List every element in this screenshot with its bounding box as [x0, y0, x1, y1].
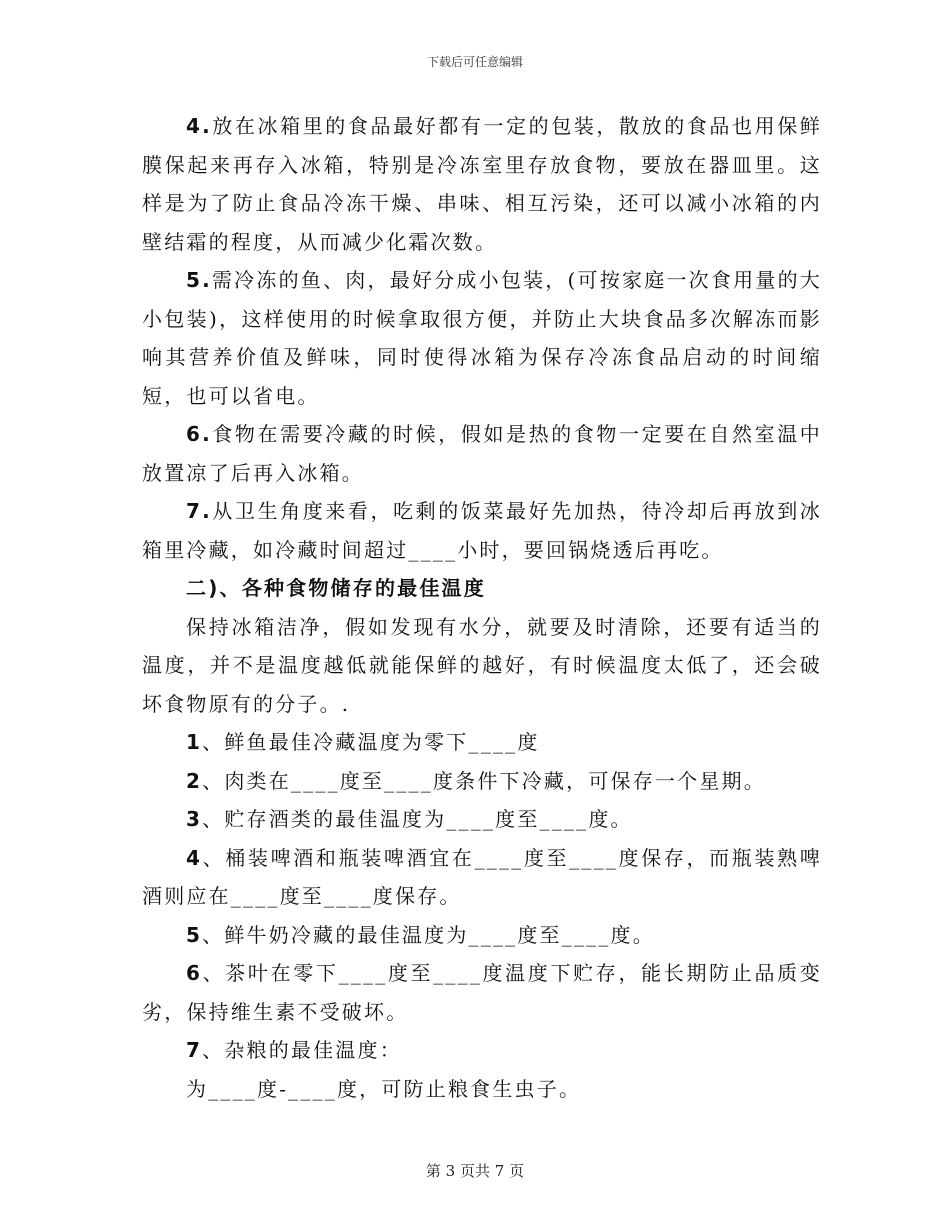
document-body — [142, 107, 822, 1108]
section-heading: 二)、各种食物储存的最佳温度 — [186, 576, 486, 600]
temp-item-4 — [142, 839, 822, 916]
page-footer: 第 3 页共 7 页 — [425, 1162, 525, 1180]
temp-text: 、鲜鱼最佳冷藏温度为零下____度 — [202, 730, 540, 754]
temp-number: 3 — [186, 807, 203, 831]
temp-text: 、茶叶在零下____度至____度温度下贮存，能长期防止品质变劣，保持维生素不受破坏。 — [142, 961, 822, 1024]
temp-text: 、杂粮的最佳温度： — [202, 1038, 402, 1062]
tip-number: 7. — [186, 499, 212, 523]
temp-text: 、贮存酒类的最佳温度为____度至____度。 — [202, 807, 633, 831]
tip-number: 5. — [186, 268, 212, 292]
page-header: 下载后可任意编辑 — [426, 55, 523, 69]
temp-item-7-continuation: 为____度-____度，可防止粮食生虫子。 — [186, 1076, 582, 1101]
temp-number: 4 — [186, 845, 203, 870]
temp-item-7 — [142, 1031, 822, 1070]
tip-paragraph-7 — [142, 492, 822, 569]
temp-number: 1 — [186, 730, 203, 754]
tip-text: 放在冰箱里的食品最好都有一定的包装，散放的食品也用保鲜膜保起来再存入冰箱，特别是冷冻室里存放食物，要放在器皿里。这样是为了防止食品冷冻干燥、串味、相互污染，还可以减小冰箱的内壁结霜的程度，从而减少化霜次数。 — [142, 114, 822, 254]
temp-item-1 — [142, 723, 822, 762]
tip-paragraph-5 — [142, 261, 822, 415]
tip-text: 食物在需要冷藏的时候，假如是热的食物一定要在自然室温中放置凉了后再入冰箱。 — [142, 422, 822, 485]
tip-text: 从卫生角度来看，吃剩的饭菜最好先加热，待冷却后再放到冰箱里冷藏，如冷藏时间超过____小时，要回锅烧透后再吃。 — [142, 499, 822, 562]
temp-number: 6 — [186, 961, 203, 985]
temp-item-3 — [142, 800, 822, 839]
temp-item-5 — [142, 916, 822, 955]
temp-item-2 — [142, 762, 822, 801]
temp-text: 、肉类在____度至____度条件下冷藏，可保存一个星期。 — [202, 768, 766, 793]
tip-number: 6. — [186, 422, 212, 446]
temp-number: 2 — [186, 768, 203, 793]
temp-item-6 — [142, 954, 822, 1031]
tip-paragraph-6 — [142, 415, 822, 492]
temp-number: 5 — [186, 922, 203, 947]
tip-text: 需冷冻的鱼、肉，最好分成小包装，(可按家庭一次食用量的大小包装)，这样使用的时候拿取很方便，并防止大块食品多次解冻而影响其营养价值及鲜味，同时使得冰箱为保存冷冻食品启动的时间缩短，也可以省电。 — [142, 268, 822, 408]
tip-number: 4. — [186, 114, 212, 138]
tip-paragraph-4 — [142, 107, 822, 261]
section-intro: 保持冰箱洁净，假如发现有水分，就要及时清除，还要有适当的温度，并不是温度越低就能保鲜的越好，有时候温度太低了，还会破坏食物原有的分子。. — [142, 614, 822, 716]
temp-number: 7 — [186, 1038, 203, 1062]
temp-text: 、鲜牛奶冷藏的最佳温度为____度至____度。 — [202, 922, 655, 947]
temp-text: 、桶装啤酒和瓶装啤酒宜在____度至____度保存，而瓶装熟啤酒则应在____度至____度保存。 — [142, 845, 822, 908]
